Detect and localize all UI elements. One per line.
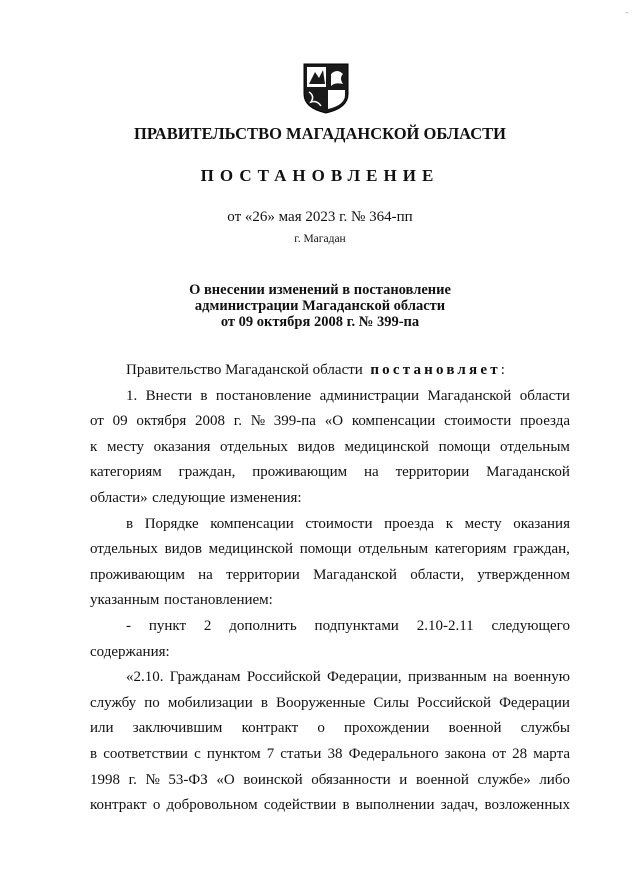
body-line bbox=[90, 793, 570, 819]
preamble-end: : bbox=[500, 362, 505, 378]
body-word: подпунктами bbox=[314, 617, 399, 634]
body-word: прохождении bbox=[344, 720, 430, 737]
body-word: проезда bbox=[520, 413, 570, 430]
body-word: оказания bbox=[153, 438, 211, 455]
body-word: контракт bbox=[241, 720, 299, 737]
body-word: - bbox=[126, 617, 131, 634]
body-word: 1. bbox=[126, 387, 138, 404]
date-number-line: от «26» мая 2023 г. № 364-пп bbox=[227, 209, 413, 225]
body-word: категориям bbox=[434, 541, 507, 558]
body-word: с bbox=[194, 745, 201, 762]
body-line bbox=[90, 742, 570, 768]
body-word: 53-ФЗ bbox=[168, 771, 208, 788]
body-word: задач, bbox=[440, 797, 479, 814]
body-word: о bbox=[152, 797, 161, 814]
body-word: Гражданам bbox=[169, 669, 241, 686]
body-word: г. bbox=[128, 771, 137, 788]
body-word: марта bbox=[533, 745, 570, 762]
body-word: проживающим bbox=[90, 566, 185, 583]
body-word: и bbox=[399, 771, 408, 788]
body-word: возложенных bbox=[484, 797, 570, 814]
body-word: отдельным bbox=[358, 541, 429, 558]
body-line bbox=[90, 460, 570, 486]
body-word: призванным bbox=[407, 669, 487, 686]
preamble-line bbox=[90, 358, 570, 384]
body-word: обязанности bbox=[311, 771, 391, 788]
body-lines bbox=[90, 384, 570, 819]
body-line bbox=[90, 614, 570, 640]
body-word: Магаданской bbox=[313, 566, 397, 583]
body-word: категориям bbox=[90, 464, 162, 481]
body-word: администрации bbox=[319, 387, 420, 404]
body-word: отдельных bbox=[220, 438, 288, 455]
body-line bbox=[90, 435, 570, 461]
body-word: граждан, bbox=[178, 464, 236, 481]
body-word: утвержденном bbox=[477, 566, 570, 583]
document-type-title: ПОСТАНОВЛЕНИЕ bbox=[200, 166, 440, 185]
body-line bbox=[90, 537, 570, 563]
organization-title: ПРАВИТЕЛЬСТВО МАГАДАНСКОЙ ОБЛАСТИ bbox=[134, 124, 506, 143]
body-word: помощи bbox=[299, 541, 352, 558]
body-line bbox=[90, 640, 570, 666]
body-word: дополнить bbox=[229, 617, 297, 634]
body-word: № bbox=[250, 413, 266, 430]
body-word: Порядке bbox=[144, 515, 199, 532]
body-word: отдельных bbox=[90, 541, 158, 558]
body-word: контракт bbox=[90, 797, 147, 814]
body-line bbox=[90, 716, 570, 742]
body-word: 7 bbox=[266, 745, 275, 762]
body-word: содержания: bbox=[90, 643, 170, 660]
body-word: военную bbox=[513, 669, 570, 686]
subject-line: О внесении изменений в постановление bbox=[189, 282, 451, 298]
body-line bbox=[90, 512, 570, 538]
body-word: следующего bbox=[491, 617, 570, 634]
body-word: от bbox=[90, 413, 104, 430]
body-word: компенсации bbox=[351, 413, 436, 430]
body-word: Вооруженные bbox=[276, 694, 366, 711]
preamble-start: Правительство Магаданской области bbox=[126, 362, 363, 378]
body-word: г. bbox=[233, 413, 242, 430]
body-word: на bbox=[364, 464, 379, 481]
body-word: указанным bbox=[90, 592, 160, 609]
body-word: медицинской bbox=[344, 438, 429, 455]
document-body bbox=[90, 358, 570, 819]
body-word: стоимости bbox=[305, 515, 373, 532]
body-word: статьи bbox=[280, 745, 322, 762]
body-word: Силы bbox=[373, 694, 409, 711]
body-word: к bbox=[445, 515, 453, 532]
body-word: содействии bbox=[263, 797, 337, 814]
body-line bbox=[90, 409, 570, 435]
body-word: добровольном bbox=[166, 797, 258, 814]
body-word: 2008 bbox=[195, 413, 225, 430]
body-word: по bbox=[144, 694, 160, 711]
body-word: отдельным bbox=[500, 438, 570, 455]
body-word: на bbox=[492, 669, 508, 686]
body-line bbox=[90, 691, 570, 717]
body-word: «О bbox=[216, 771, 235, 788]
body-word: следующие bbox=[152, 489, 226, 506]
subject-line: от 09 октября 2008 г. № 399-па bbox=[220, 314, 420, 330]
body-word: 399-па bbox=[273, 413, 316, 430]
body-word: на bbox=[198, 566, 213, 583]
body-word: стоимости bbox=[444, 413, 512, 430]
body-word: мобилизации bbox=[167, 694, 253, 711]
body-word: оказания bbox=[513, 515, 570, 532]
body-word: области» bbox=[90, 489, 148, 506]
body-word: в bbox=[260, 694, 268, 711]
body-word: «2.10. bbox=[126, 669, 164, 686]
body-word: изменения: bbox=[229, 489, 302, 506]
body-word: «О bbox=[324, 413, 344, 430]
body-word: соответствии bbox=[103, 745, 188, 762]
body-word: постановление bbox=[215, 387, 312, 404]
body-word: выполнении bbox=[355, 797, 435, 814]
body-line bbox=[90, 384, 570, 410]
body-word: проезда bbox=[384, 515, 435, 532]
body-word: в bbox=[126, 515, 134, 532]
coat-of-arms-icon bbox=[301, 62, 351, 114]
body-line bbox=[90, 665, 570, 691]
body-word: Федерации bbox=[499, 694, 570, 711]
body-word: заключившим bbox=[132, 720, 223, 737]
body-word: проживающим bbox=[252, 464, 348, 481]
body-word: от bbox=[492, 745, 507, 762]
body-word: октября bbox=[136, 413, 187, 430]
subject-line: администрации Магаданской области bbox=[194, 298, 446, 314]
body-word: № bbox=[145, 771, 160, 788]
body-word: граждан, bbox=[513, 541, 570, 558]
body-word: Российской bbox=[417, 694, 491, 711]
body-word: месту bbox=[106, 438, 144, 455]
body-word: 1998 bbox=[90, 771, 120, 788]
body-word: Федерации, bbox=[327, 669, 402, 686]
body-word: видов bbox=[164, 541, 202, 558]
body-word: Магаданской bbox=[427, 387, 512, 404]
body-word: Российской bbox=[246, 669, 321, 686]
body-word: Федерального bbox=[348, 745, 439, 762]
body-word: военной bbox=[415, 771, 469, 788]
body-word: в bbox=[200, 387, 208, 404]
body-line bbox=[90, 588, 570, 614]
body-word: 38 bbox=[327, 745, 343, 762]
body-word: месту bbox=[464, 515, 502, 532]
body-word: помощи bbox=[438, 438, 491, 455]
corner-mark: - bbox=[625, 8, 628, 17]
body-line bbox=[90, 768, 570, 794]
body-word: территории bbox=[395, 464, 470, 481]
body-word: службе» bbox=[477, 771, 531, 788]
body-word: медицинской bbox=[208, 541, 293, 558]
body-word: области, bbox=[410, 566, 465, 583]
body-word: службы bbox=[520, 720, 570, 737]
body-word: Магаданской bbox=[486, 464, 570, 481]
body-word: закона bbox=[444, 745, 487, 762]
body-word: 09 bbox=[112, 413, 128, 430]
body-word: территории bbox=[226, 566, 300, 583]
body-line bbox=[90, 486, 570, 512]
body-word: постановлением: bbox=[163, 592, 273, 609]
body-line bbox=[90, 563, 570, 589]
body-word: службу bbox=[90, 694, 137, 711]
body-word: о bbox=[317, 720, 325, 737]
body-word: 2 bbox=[203, 617, 212, 634]
body-word: в bbox=[90, 745, 98, 762]
body-word: в bbox=[342, 797, 350, 814]
body-word: Внести bbox=[145, 387, 192, 404]
city-label: г. Магадан bbox=[294, 233, 346, 245]
body-word: к bbox=[90, 438, 98, 455]
body-word: воинской bbox=[243, 771, 303, 788]
body-word: пунктом bbox=[206, 745, 261, 762]
body-word: либо bbox=[539, 771, 570, 788]
body-word: области bbox=[519, 387, 570, 404]
body-word: видов bbox=[297, 438, 335, 455]
body-word: или bbox=[90, 720, 114, 737]
body-word: военной bbox=[448, 720, 502, 737]
body-word: пункт bbox=[148, 617, 187, 634]
body-word: 28 bbox=[512, 745, 528, 762]
preamble-verb: постановляет bbox=[370, 362, 501, 378]
subject-heading bbox=[0, 282, 640, 330]
body-word: 2.10-2.11 bbox=[416, 617, 474, 634]
body-word: компенсации bbox=[210, 515, 294, 532]
